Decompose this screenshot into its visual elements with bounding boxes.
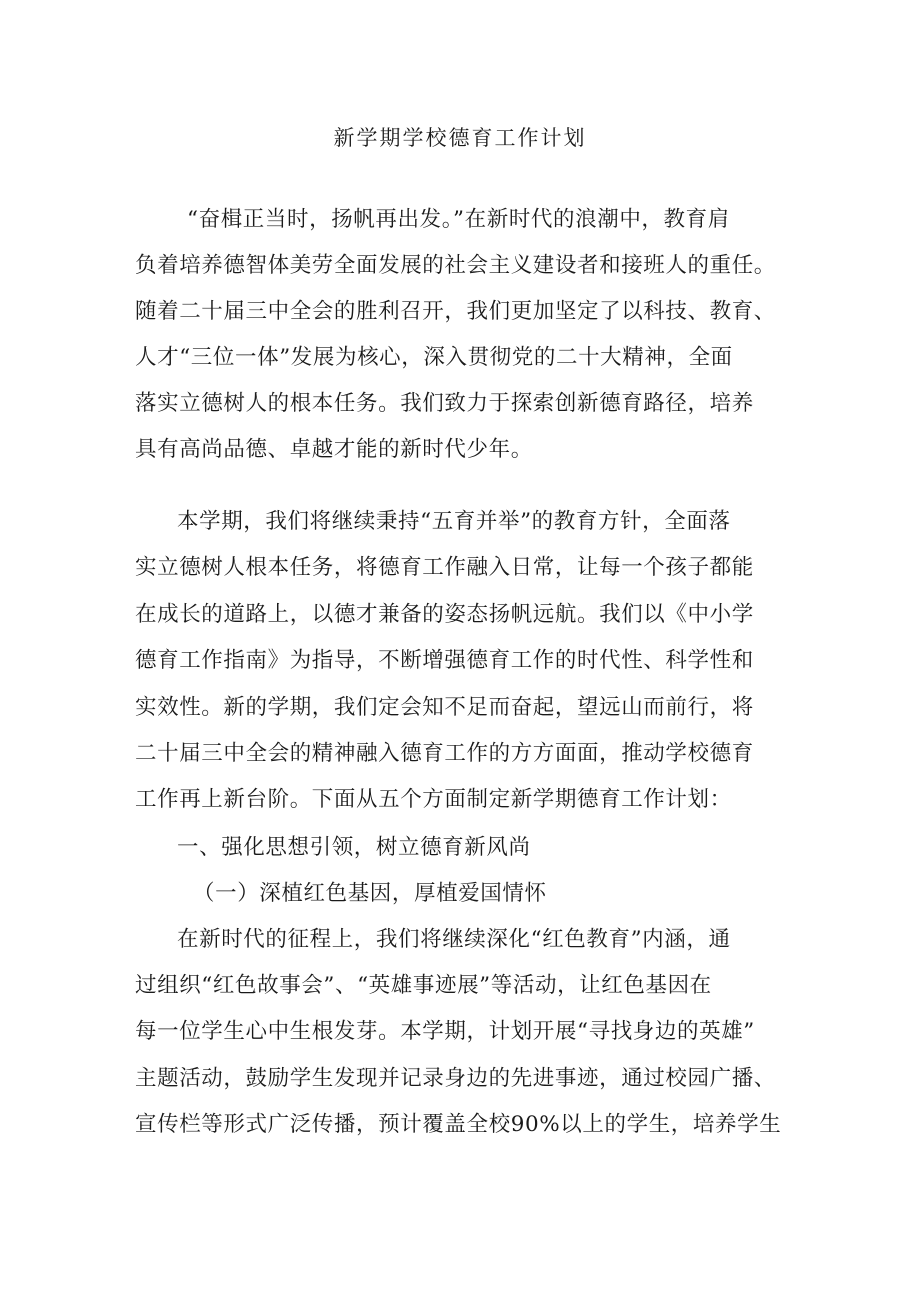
document-title: 新学期学校德育工作计划 bbox=[333, 126, 587, 150]
paragraph-line: 实效性。新的学期，我们定会知不足而奋起，望远山而前行，将 bbox=[135, 695, 754, 720]
paragraph-line: 随着二十届三中全会的胜利召开，我们更加坚定了以科技、教育、 bbox=[135, 299, 776, 324]
paragraph-line: “奋楫正当时，扬帆再出发。”在新时代的浪潮中，教育肩 bbox=[187, 207, 730, 232]
paragraph-line: 在新时代的征程上，我们将继续深化“红色教育”内涵，通 bbox=[177, 927, 731, 952]
paragraph-line: 每一位学生心中生根发芽。本学期，计划开展“寻找身边的英雄” bbox=[135, 1019, 755, 1044]
paragraph-line: 负着培养德智体美劳全面发展的社会主义建设者和接班人的重任。 bbox=[135, 253, 776, 278]
subsection-heading: （一）深植红色基因，厚植爱国情怀 bbox=[193, 881, 547, 906]
paragraph-line: 落实立德树人的根本任务。我们致力于探索创新德育路径，培养 bbox=[135, 391, 754, 416]
paragraph-line: 在成长的道路上，以德才兼备的姿态扬帆远航。我们以《中小学 bbox=[135, 602, 754, 627]
paragraph-line: 具有高尚品德、卓越才能的新时代少年。 bbox=[135, 437, 533, 462]
paragraph-line: 本学期，我们将继续秉持“五育并举”的教育方针，全面落 bbox=[177, 509, 731, 534]
paragraph-line: 二十届三中全会的精神融入德育工作的方方面面，推动学校德育 bbox=[135, 741, 754, 766]
paragraph-line: 德育工作指南》为指导，不断增强德育工作的时代性、科学性和 bbox=[135, 648, 754, 673]
paragraph-line: 实立德树人根本任务，将德育工作融入日常，让每一个孩子都能 bbox=[135, 555, 754, 580]
paragraph-line: 过组织“红色故事会”、“英雄事迹展”等活动，让红色基因在 bbox=[135, 973, 712, 998]
section-heading: 一、强化思想引领，树立德育新风尚 bbox=[177, 835, 531, 860]
paragraph-line: 工作再上新台阶。下面从五个方面制定新学期德育工作计划： bbox=[135, 787, 732, 812]
paragraph-line: 人才“三位一体”发展为核心，深入贯彻党的二十大精神，全面 bbox=[135, 345, 733, 370]
paragraph-line: 主题活动，鼓励学生发现并记录身边的先进事迹，通过校园广播、 bbox=[135, 1066, 776, 1091]
paragraph-line: 宣传栏等形式广泛传播，预计覆盖全校90%以上的学生，培养学生 bbox=[135, 1112, 782, 1137]
